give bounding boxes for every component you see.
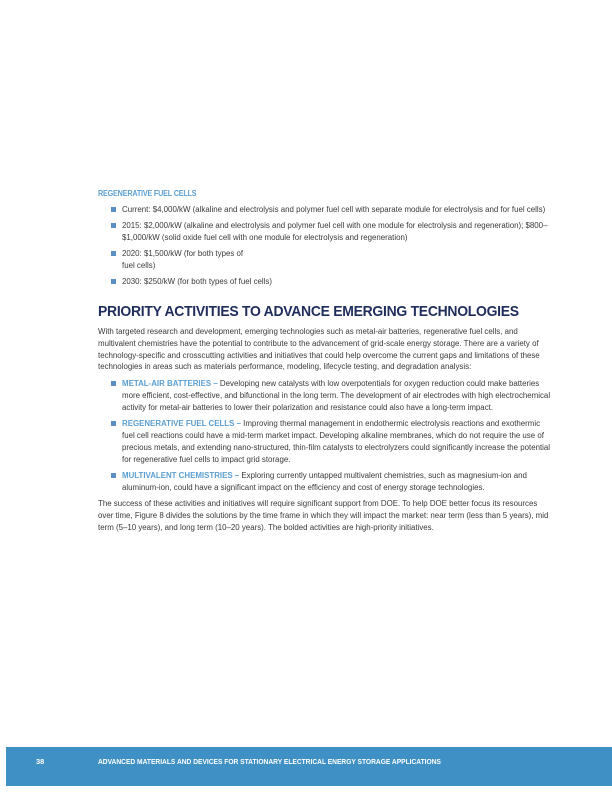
square-bullet-icon <box>111 207 116 212</box>
list-item: REGENERATIVE FUEL CELLS – Improving thermal management in endothermic electrolysis reactions and exothermic fuel cell reactions could have a mid-term market impact. Developing alkaline membranes, which do not require the use of precious metals, and extending nano-structured, thin-film catalysts to electrolyzers could significantly increase the potential for regenerative fuel cells to impact grid storage. <box>98 418 552 465</box>
square-bullet-icon <box>111 473 116 478</box>
cost-target-list <box>98 204 552 288</box>
square-bullet-icon <box>111 251 116 256</box>
square-bullet-icon <box>111 421 116 426</box>
list-item: 2020: $1,500/kW (for both types of fuel cells) <box>98 248 552 272</box>
closing-paragraph: The success of these activities and initiatives will require significant support from DOE. To help DOE better focus its resources over time, Figure 8 divides the solutions by the time frame in which they will impact the market: near term (less than 5 years), mid term (5–10 years), and long term (10–20 years). The bolded activities are high-priority initiatives. <box>98 498 549 532</box>
page-content <box>98 188 552 538</box>
regen-subheading: REGENERATIVE FUEL CELLS <box>98 189 197 198</box>
list-item: 2015: $2,000/kW (alkaline and electrolysis and polymer fuel cell with one module for electrolysis and regeneration); $800–$1,000/kW (solid oxide fuel cell with one module for electrolysis and regeneration) <box>98 220 552 244</box>
page-number: 38 <box>36 757 45 766</box>
section-heading: PRIORITY ACTIVITIES TO ADVANCE EMERGING TECHNOLOGIES <box>98 303 519 321</box>
list-item: 2030: $250/kW (for both types of fuel cells) <box>98 276 552 288</box>
page-footer <box>6 747 612 786</box>
footer-title: ADVANCED MATERIALS AND DEVICES FOR STATIONARY ELECTRICAL ENERGY STORAGE APPLICATIONS <box>98 757 441 766</box>
square-bullet-icon <box>111 381 116 386</box>
square-bullet-icon <box>111 223 116 228</box>
intro-paragraph: With targeted research and development, emerging technologies such as metal-air batteries, regenerative fuel cells, and multivalent chemistries have the potential to contribute to the advancement of grid-scale energy storage. There are a variety of technology-specific and crosscutting activities and initiatives that could help overcome the current gaps and limitations of these technologies in areas such as materials performance, modeling, lifecycle testing, and degradation analysis: <box>98 327 540 372</box>
list-item: MULTIVALENT CHEMISTRIES – Exploring currently untapped multivalent chemistries, such as magnesium-ion and aluminum-ion, could have a significant impact on the efficiency and cost of energy storage technologies. <box>98 470 552 494</box>
square-bullet-icon <box>111 279 116 284</box>
list-item: METAL-AIR BATTERIES – Developing new catalysts with low overpotentials for oxygen reduction could make batteries more efficient, cost-effective, and bifunctional in the long term. The development of air electrodes with high electrochemical activity for metal-air batteries to lower their polarization and resistance could also have a long-term impact. <box>98 378 552 413</box>
priority-list <box>98 378 552 493</box>
list-item: Current: $4,000/kW (alkaline and electrolysis and polymer fuel cell with separate module for electrolysis and for fuel cells) <box>98 204 552 216</box>
